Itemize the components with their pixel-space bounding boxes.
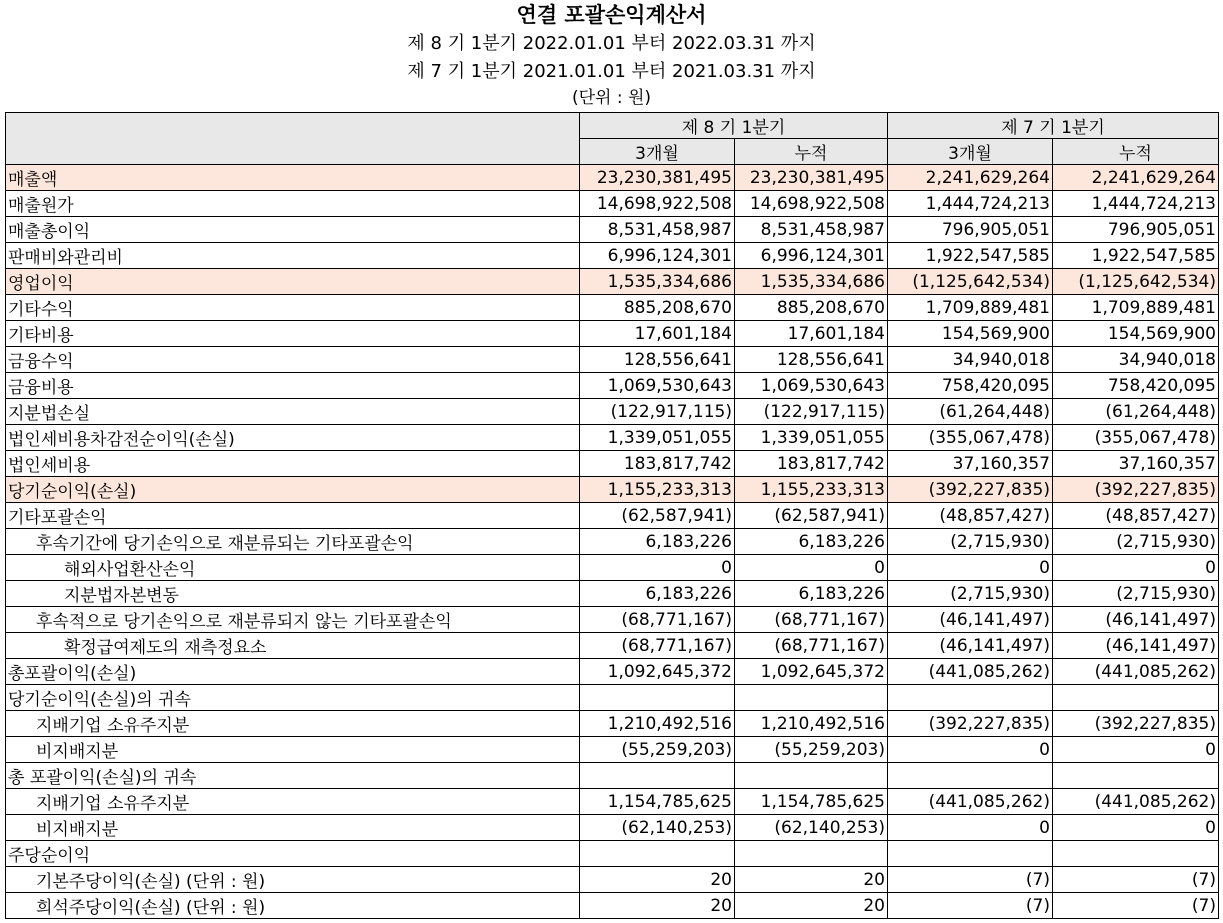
row-value: (68,771,167) — [735, 633, 888, 659]
row-value — [1053, 685, 1219, 711]
row-value: 2,241,629,264 — [1053, 165, 1219, 191]
row-label: 당기순이익(손실)의 귀속 — [6, 685, 580, 711]
row-label: 금융수익 — [6, 347, 580, 373]
row-label: 비지배지분 — [6, 737, 580, 763]
row-label: 지배기업 소유주지분 — [6, 789, 580, 815]
row-value: 796,905,051 — [1053, 217, 1219, 243]
row-value: (62,140,253) — [735, 815, 888, 841]
row-value: (122,917,115) — [580, 399, 735, 425]
row-value: (1,125,642,534) — [1053, 269, 1219, 295]
row-value: 154,569,900 — [888, 321, 1053, 347]
row-value: 0 — [1053, 555, 1219, 581]
row-label: 희석주당이익(손실) (단위 : 원) — [6, 893, 580, 919]
row-label: 법인세비용차감전순이익(손실) — [6, 425, 580, 451]
row-value: (7) — [1053, 893, 1219, 919]
row-value: (46,141,497) — [1053, 633, 1219, 659]
row-value: 20 — [580, 867, 735, 893]
row-value: 6,996,124,301 — [580, 243, 735, 269]
row-value — [580, 763, 735, 789]
row-value: (46,141,497) — [1053, 607, 1219, 633]
table-row — [6, 867, 1219, 893]
table-row — [6, 347, 1219, 373]
table-row — [6, 555, 1219, 581]
row-label: 후속적으로 당기손익으로 재분류되지 않는 기타포괄손익 — [6, 607, 580, 633]
row-label: 주당순이익 — [6, 841, 580, 867]
row-value: (55,259,203) — [735, 737, 888, 763]
row-label: 총포괄이익(손실) — [6, 659, 580, 685]
row-value: 1,210,492,516 — [580, 711, 735, 737]
row-value: (441,085,262) — [1053, 659, 1219, 685]
unit-label: (단위 : 원) — [571, 88, 652, 108]
row-value: (61,264,448) — [1053, 399, 1219, 425]
row-value: 0 — [888, 737, 1053, 763]
row-value: 0 — [735, 555, 888, 581]
table-row — [6, 399, 1219, 425]
row-value: (7) — [888, 893, 1053, 919]
row-value: 796,905,051 — [888, 217, 1053, 243]
row-value: 128,556,641 — [735, 347, 888, 373]
row-value: (392,227,835) — [1053, 477, 1219, 503]
row-value: (68,771,167) — [580, 607, 735, 633]
row-value: (48,857,427) — [888, 503, 1053, 529]
row-value: (441,085,262) — [1053, 789, 1219, 815]
table-row — [6, 191, 1219, 217]
row-value: (355,067,478) — [888, 425, 1053, 451]
table-row — [6, 165, 1219, 191]
row-label: 확정급여제도의 재측정요소 — [6, 633, 580, 659]
header-blank — [6, 113, 580, 165]
row-label: 해외사업환산손익 — [6, 555, 580, 581]
row-value: 6,996,124,301 — [735, 243, 888, 269]
table-row — [6, 503, 1219, 529]
row-value: (2,715,930) — [888, 581, 1053, 607]
table-row — [6, 581, 1219, 607]
table-row — [6, 529, 1219, 555]
row-value: 1,069,530,643 — [735, 373, 888, 399]
row-value: 8,531,458,987 — [735, 217, 888, 243]
row-value: (48,857,427) — [1053, 503, 1219, 529]
row-value: 0 — [1053, 815, 1219, 841]
header-prior-period: 제 7 기 1분기 — [888, 113, 1219, 139]
header-3month: 3개월 — [888, 139, 1053, 165]
row-label: 당기순이익(손실) — [6, 477, 580, 503]
table-row — [6, 841, 1219, 867]
row-value: 34,940,018 — [888, 347, 1053, 373]
row-value: 1,709,889,481 — [1053, 295, 1219, 321]
row-value: (2,715,930) — [1053, 581, 1219, 607]
row-value: 0 — [580, 555, 735, 581]
row-value: 1,210,492,516 — [735, 711, 888, 737]
row-value: (62,587,941) — [580, 503, 735, 529]
row-value: 885,208,670 — [735, 295, 888, 321]
row-value: 8,531,458,987 — [580, 217, 735, 243]
header-current-period: 제 8 기 1분기 — [580, 113, 888, 139]
row-value: (2,715,930) — [888, 529, 1053, 555]
row-value: (7) — [888, 867, 1053, 893]
row-label: 지분법손실 — [6, 399, 580, 425]
header-3month: 3개월 — [580, 139, 735, 165]
row-label: 총 포괄이익(손실)의 귀속 — [6, 763, 580, 789]
table-row — [6, 763, 1219, 789]
row-value: 6,183,226 — [580, 529, 735, 555]
row-value: (355,067,478) — [1053, 425, 1219, 451]
row-value: 1,709,889,481 — [888, 295, 1053, 321]
row-value: 758,420,095 — [1053, 373, 1219, 399]
row-label: 매출총이익 — [6, 217, 580, 243]
row-value: 37,160,357 — [1053, 451, 1219, 477]
row-value: (7) — [1053, 867, 1219, 893]
row-value — [580, 841, 735, 867]
table-row — [6, 243, 1219, 269]
table-row — [6, 373, 1219, 399]
row-value: 37,160,357 — [888, 451, 1053, 477]
row-value: 14,698,922,508 — [580, 191, 735, 217]
row-value: 1,154,785,625 — [735, 789, 888, 815]
table-row — [6, 711, 1219, 737]
row-label: 기타수익 — [6, 295, 580, 321]
row-label: 후속기간에 당기손익으로 재분류되는 기타포괄손익 — [6, 529, 580, 555]
row-value — [888, 763, 1053, 789]
row-value: 0 — [888, 815, 1053, 841]
row-value: 1,535,334,686 — [735, 269, 888, 295]
row-value — [735, 763, 888, 789]
row-value: (55,259,203) — [580, 737, 735, 763]
statement-header — [0, 0, 1223, 111]
table-row — [6, 789, 1219, 815]
row-value: 1,092,645,372 — [580, 659, 735, 685]
row-value: 23,230,381,495 — [580, 165, 735, 191]
table-row — [6, 659, 1219, 685]
row-value — [735, 841, 888, 867]
period-prior: 제 7 기 1분기 2021.01.01 부터 2021.03.31 까지 — [407, 61, 816, 82]
row-value: (1,125,642,534) — [888, 269, 1053, 295]
row-value: 128,556,641 — [580, 347, 735, 373]
row-value: 183,817,742 — [735, 451, 888, 477]
row-value — [1053, 841, 1219, 867]
row-value: 1,444,724,213 — [888, 191, 1053, 217]
table-row — [6, 217, 1219, 243]
row-label: 판매비와관리비 — [6, 243, 580, 269]
row-value: (62,140,253) — [580, 815, 735, 841]
row-value: 1,339,051,055 — [580, 425, 735, 451]
row-value: 6,183,226 — [735, 581, 888, 607]
row-value — [735, 685, 888, 711]
table-row — [6, 633, 1219, 659]
row-value: 6,183,226 — [735, 529, 888, 555]
row-value: 183,817,742 — [580, 451, 735, 477]
table-row — [6, 893, 1219, 919]
row-value: 1,155,233,313 — [735, 477, 888, 503]
row-label: 매출원가 — [6, 191, 580, 217]
row-value: 154,569,900 — [1053, 321, 1219, 347]
row-label: 기타비용 — [6, 321, 580, 347]
statement-title: 연결 포괄손익계산서 — [516, 3, 707, 27]
row-value: 1,444,724,213 — [1053, 191, 1219, 217]
row-value: 0 — [1053, 737, 1219, 763]
row-value — [888, 685, 1053, 711]
row-value: (2,715,930) — [1053, 529, 1219, 555]
row-value: 758,420,095 — [888, 373, 1053, 399]
row-value: 20 — [580, 893, 735, 919]
row-value: 1,092,645,372 — [735, 659, 888, 685]
row-value: (441,085,262) — [888, 789, 1053, 815]
row-value: 17,601,184 — [735, 321, 888, 347]
table-row — [6, 425, 1219, 451]
row-value: (46,141,497) — [888, 607, 1053, 633]
table-row — [6, 685, 1219, 711]
header-cumulative: 누적 — [1053, 139, 1219, 165]
row-label: 금융비용 — [6, 373, 580, 399]
row-label: 법인세비용 — [6, 451, 580, 477]
row-value: (46,141,497) — [888, 633, 1053, 659]
row-value: 1,155,233,313 — [580, 477, 735, 503]
row-value — [1053, 763, 1219, 789]
table-row — [6, 269, 1219, 295]
row-label: 기본주당이익(손실) (단위 : 원) — [6, 867, 580, 893]
row-value: (68,771,167) — [735, 607, 888, 633]
row-value: 1,154,785,625 — [580, 789, 735, 815]
row-value: 0 — [888, 555, 1053, 581]
row-label: 지분법자본변동 — [6, 581, 580, 607]
row-value: (392,227,835) — [888, 477, 1053, 503]
row-value: 2,241,629,264 — [888, 165, 1053, 191]
table-row — [6, 295, 1219, 321]
income-statement-table — [5, 112, 1219, 919]
row-value: (61,264,448) — [888, 399, 1053, 425]
row-value — [888, 841, 1053, 867]
table-row — [6, 321, 1219, 347]
row-label: 기타포괄손익 — [6, 503, 580, 529]
row-value: 17,601,184 — [580, 321, 735, 347]
table-row — [6, 607, 1219, 633]
row-value: 885,208,670 — [580, 295, 735, 321]
row-value: 20 — [735, 867, 888, 893]
row-value: 1,535,334,686 — [580, 269, 735, 295]
row-value: 23,230,381,495 — [735, 165, 888, 191]
row-value: 6,183,226 — [580, 581, 735, 607]
row-value: (392,227,835) — [888, 711, 1053, 737]
row-value: 1,069,530,643 — [580, 373, 735, 399]
row-value: (441,085,262) — [888, 659, 1053, 685]
row-value: 20 — [735, 893, 888, 919]
table-row — [6, 815, 1219, 841]
table-row — [6, 451, 1219, 477]
header-cumulative: 누적 — [735, 139, 888, 165]
period-current: 제 8 기 1분기 2022.01.01 부터 2022.03.31 까지 — [407, 33, 816, 54]
row-value: 1,339,051,055 — [735, 425, 888, 451]
row-value — [580, 685, 735, 711]
row-value: (68,771,167) — [580, 633, 735, 659]
row-label: 영업이익 — [6, 269, 580, 295]
row-value: (62,587,941) — [735, 503, 888, 529]
row-value: 1,922,547,585 — [1053, 243, 1219, 269]
row-value: (392,227,835) — [1053, 711, 1219, 737]
table-row — [6, 477, 1219, 503]
row-label: 비지배지분 — [6, 815, 580, 841]
row-value: 1,922,547,585 — [888, 243, 1053, 269]
table-row — [6, 737, 1219, 763]
table-body — [6, 165, 1219, 919]
row-label: 매출액 — [6, 165, 580, 191]
row-value: 34,940,018 — [1053, 347, 1219, 373]
row-value: 14,698,922,508 — [735, 191, 888, 217]
row-value: (122,917,115) — [735, 399, 888, 425]
row-label: 지배기업 소유주지분 — [6, 711, 580, 737]
